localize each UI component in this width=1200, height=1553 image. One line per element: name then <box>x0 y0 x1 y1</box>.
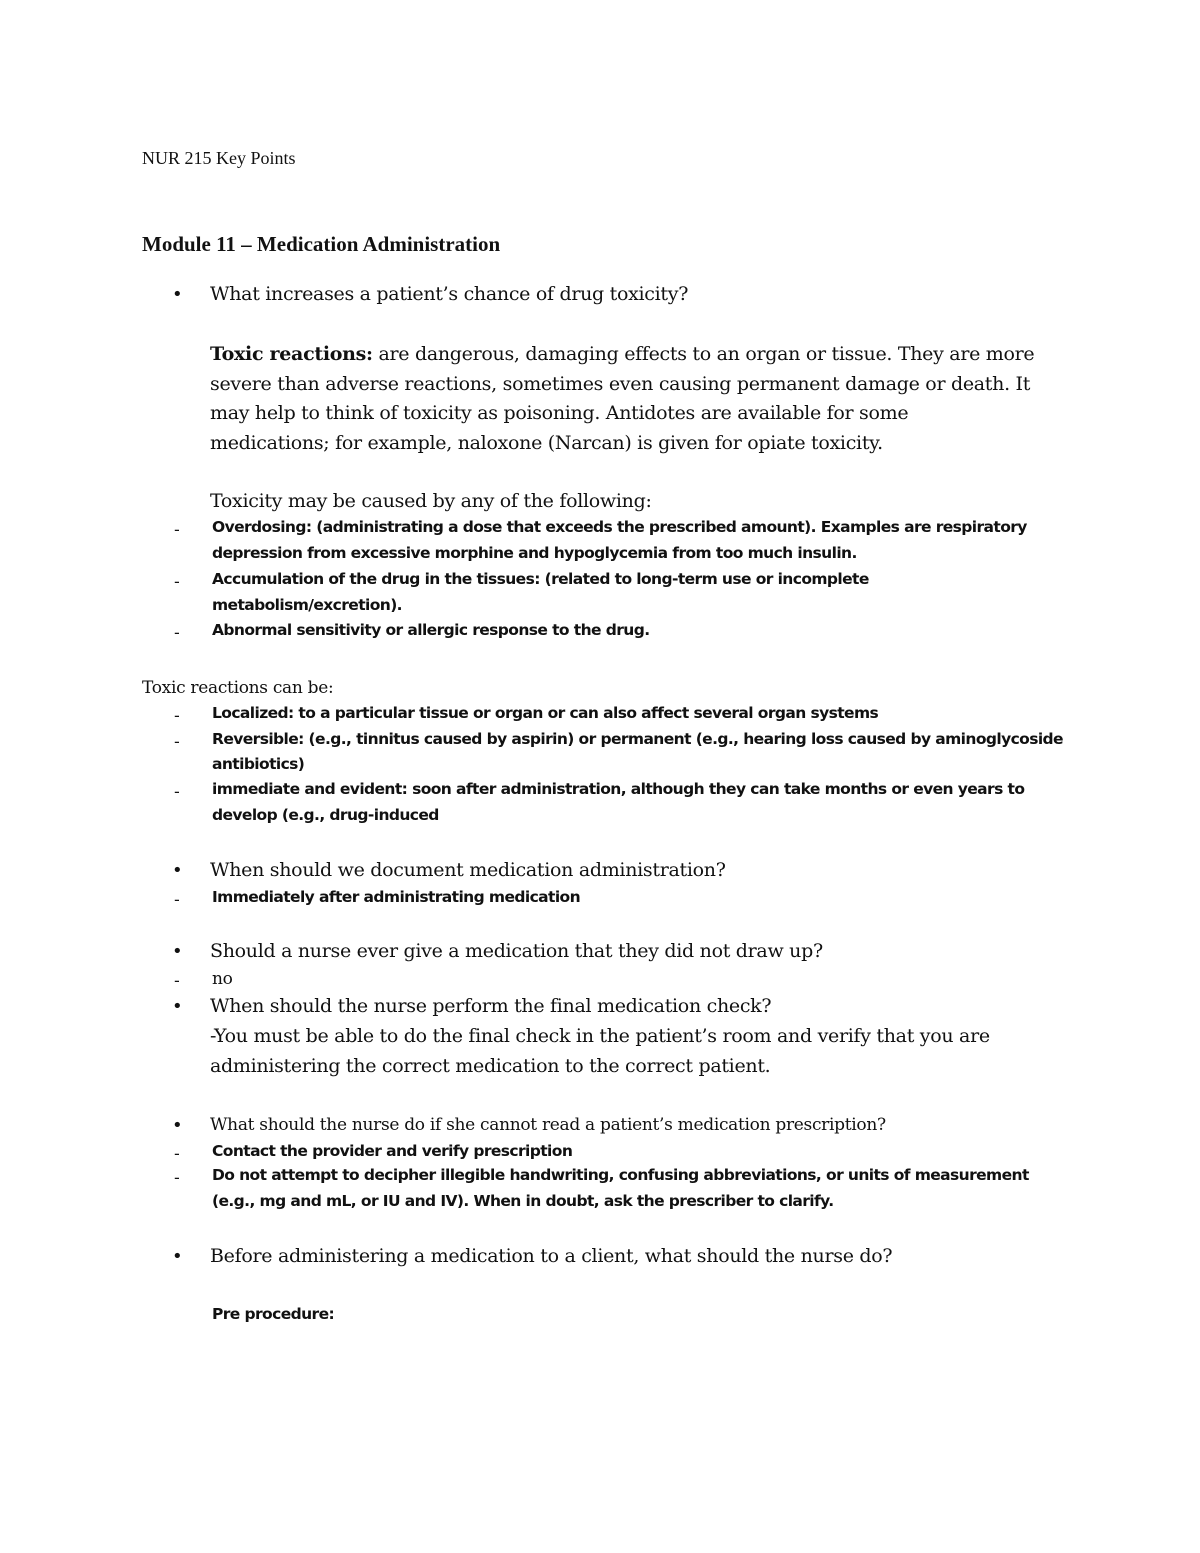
bullet-q2: • <box>172 860 183 881</box>
dash-q2-answer: - <box>174 890 180 909</box>
toxicity-causes-intro: Toxicity may be caused by any of the following: <box>210 490 652 512</box>
toxic-reactions-line-3: may help to think of toxicity as poisoning. Antidotes are available for some <box>210 402 909 424</box>
toxic-reactions-line-2: severe than adverse reactions, sometimes even causing permanent damage or death. It <box>210 373 1031 395</box>
toxic-reactions-line-4: medications; for example, naloxone (Narcan) is given for opiate toxicity. <box>210 432 883 454</box>
question-document-administration: When should we document medication administration? <box>210 859 726 881</box>
bullet-q5: • <box>172 1115 183 1136</box>
dash-q5-answer-1: - <box>174 1144 180 1163</box>
cause-accumulation-line-2: metabolism/excretion). <box>212 596 402 614</box>
type-localized: Localized: to a particular tissue or organ or can also affect several organ systems <box>212 704 879 722</box>
cause-accumulation-line-1: Accumulation of the drug in the tissues: (related to long-term use or incomplete <box>212 570 869 588</box>
question-final-check: When should the nurse perform the final medication check? <box>210 995 772 1017</box>
module-heading: Module 11 – Medication Administration <box>142 232 501 256</box>
answer-final-check-line-1: -You must be able to do the final check in the patient’s room and verify that you are <box>210 1025 990 1047</box>
type-reversible-line-1: Reversible: (e.g., tinnitus caused by aspirin) or permanent (e.g., hearing loss caused by aminoglycoside <box>212 730 1063 748</box>
dash-type-3: - <box>174 782 180 801</box>
cause-overdosing-line-1: Overdosing: (administrating a dose that exceeds the prescribed amount). Examples are respiratory <box>212 518 1027 536</box>
question-before-administering: Before administering a medication to a client, what should the nurse do? <box>210 1245 893 1267</box>
cause-sensitivity: Abnormal sensitivity or allergic response to the drug. <box>212 621 650 639</box>
bullet-q6: • <box>172 1246 183 1267</box>
document-title: NUR 215 Key Points <box>142 148 296 168</box>
dash-type-1: - <box>174 706 180 725</box>
type-immediate-line-1: immediate and evident: soon after administration, although they can take months or even years to <box>212 780 1025 798</box>
toxic-types-intro: Toxic reactions can be: <box>142 678 334 698</box>
dash-q3-answer: - <box>174 971 180 990</box>
bullet-q1: • <box>172 284 183 305</box>
dash-cause-2: - <box>174 572 180 591</box>
toxic-reactions-line-1: Toxic reactions: are dangerous, damaging effects to an organ or tissue. They are more <box>210 343 1035 365</box>
type-immediate-line-2: develop (e.g., drug-induced <box>212 806 439 824</box>
dash-cause-1: - <box>174 520 180 539</box>
bullet-q4: • <box>172 996 183 1017</box>
dash-type-2: - <box>174 732 180 751</box>
answer-draw-up: no <box>212 969 233 989</box>
dash-q5-answer-2: - <box>174 1168 180 1187</box>
answer-document-administration: Immediately after administrating medication <box>212 888 581 906</box>
pre-procedure-heading: Pre procedure: <box>212 1305 335 1323</box>
answer-do-not-decipher-line-1: Do not attempt to decipher illegible handwriting, confusing abbreviations, or units of measurement <box>212 1166 1029 1184</box>
answer-do-not-decipher-line-2: (e.g., mg and mL, or IU and IV). When in doubt, ask the prescriber to clarify. <box>212 1192 834 1210</box>
toxic-reactions-label: Toxic reactions: <box>210 343 373 365</box>
type-reversible-line-2: antibiotics) <box>212 755 305 773</box>
answer-contact-provider: Contact the provider and verify prescription <box>212 1142 573 1160</box>
question-draw-up: Should a nurse ever give a medication that they did not draw up? <box>210 940 823 962</box>
question-drug-toxicity: What increases a patient’s chance of drug toxicity? <box>210 283 689 305</box>
question-cannot-read: What should the nurse do if she cannot read a patient’s medication prescription? <box>210 1115 886 1135</box>
cause-overdosing-line-2: depression from excessive morphine and hypoglycemia from too much insulin. <box>212 544 857 562</box>
bullet-q3: • <box>172 941 183 962</box>
dash-cause-3: - <box>174 623 180 642</box>
answer-final-check-line-2: administering the correct medication to the correct patient. <box>210 1055 771 1077</box>
